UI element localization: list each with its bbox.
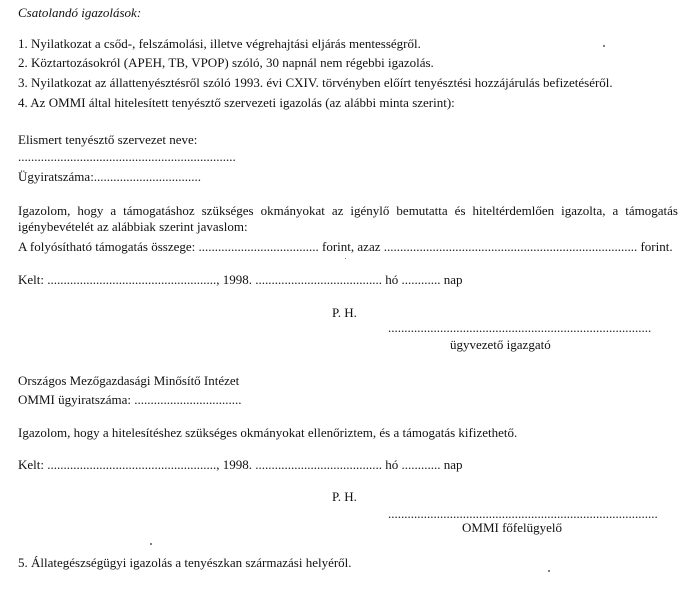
attachment-item-2: 2. Köztartozásokról (APEH, TB, VPOP) szóló, 30 napnál nem régebbi igazolás. [18, 55, 434, 70]
ommi-certification-text: Igazolom, hogy a hitelesítéshez szükséges okmányokat ellenőriztem, és a támogatás kifizethető. [18, 425, 518, 440]
attachment-item-4: 4. Az OMMI által hitelesített tenyésztő szervezeti igazolás (az alábbi minta szerint): [18, 95, 455, 110]
breeder-signature-label: ügyvezető igazgató [450, 337, 551, 352]
breeder-stamp-place: P. H. [332, 305, 357, 320]
scan-speck [150, 543, 152, 545]
scan-speck [603, 45, 605, 47]
breeder-certification-text: Igazolom, hogy a támogatáshoz szükséges okmányokat az igénylő bemutatta és hiteltérdemlően igazolta, a támogatás igénybevételét az alábbiak szerint javaslom: [18, 203, 678, 234]
attachment-item-1: 1. Nyilatkozat a csőd-, felszámolási, illetve végrehajtási eljárás mentességről. [18, 36, 421, 51]
ommi-file-number: OMMI ügyiratszáma: ................................. [18, 392, 242, 407]
breeder-org-name-dots: ................................................................... [18, 149, 236, 164]
attachments-heading: Csatolandó igazolások: [18, 5, 142, 20]
breeder-date-line: Kelt: ...................................................., 1998. ....................................... hó ............ nap [18, 272, 463, 287]
ommi-stamp-place: P. H. [332, 489, 357, 504]
ommi-signature-dots: ................................................................................... [388, 506, 658, 521]
attachment-item-3: 3. Nyilatkozat az állattenyésztésről szóló 1993. évi CXIV. törvényben előírt tenyésztési hozzájárulás befizetéséről. [18, 75, 613, 90]
breeder-signature-dots: ................................................................................. [388, 320, 652, 335]
breeder-org-file-number: Ügyiratszáma:................................. [18, 169, 202, 184]
subsidy-amount-line: A folyósítható támogatás összege: ..................................... forint, azaz .............................................................................. forint. [18, 239, 673, 254]
ommi-date-line: Kelt: ...................................................., 1998. ....................................... hó ............ nap [18, 457, 463, 472]
scan-speck [548, 570, 550, 572]
breeder-org-name-label: Elismert tenyésztő szervezet neve: [18, 132, 198, 147]
ommi-org-name: Országos Mezőgazdasági Minősítő Intézet [18, 373, 240, 388]
attachment-item-5: 5. Állategészségügyi igazolás a tenyészkan származási helyéről. [18, 555, 352, 570]
ommi-signature-label: OMMI főfelügyelő [462, 520, 563, 535]
scan-speck [345, 258, 346, 259]
